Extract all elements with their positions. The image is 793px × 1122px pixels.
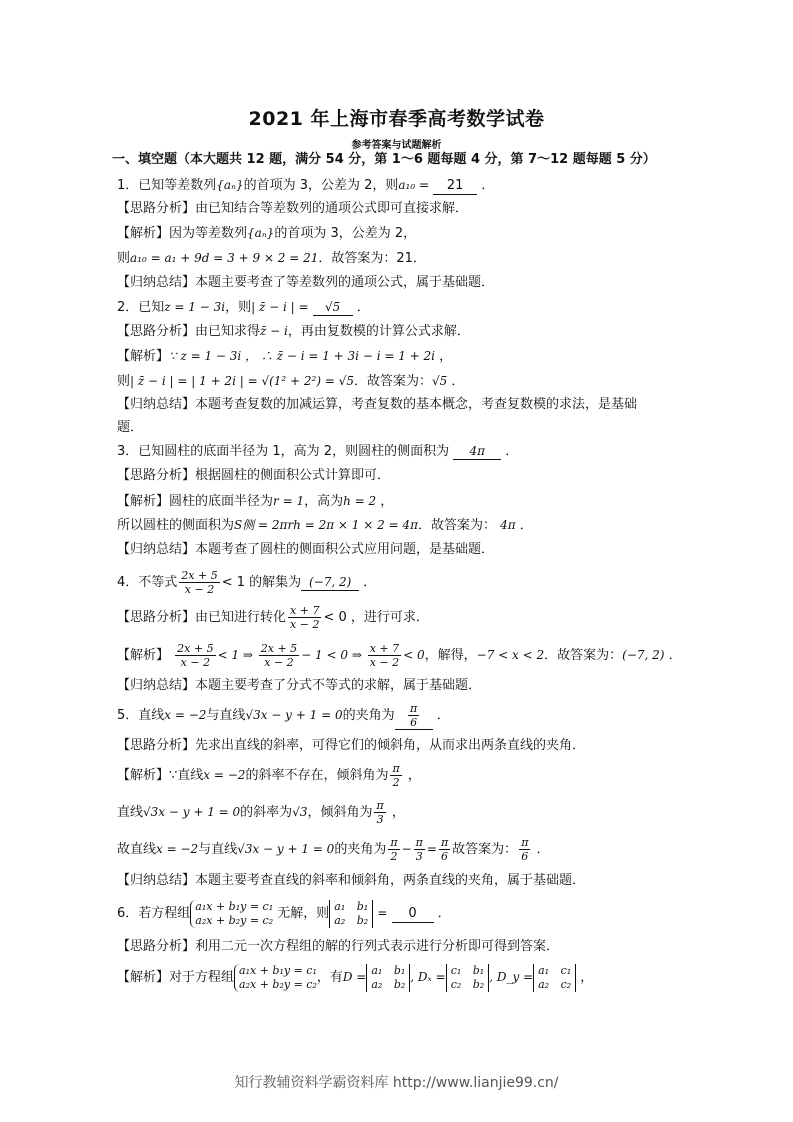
solution-label: 【解析】 — [117, 349, 170, 364]
q4-sol-tail-math: −7 < x < 2 — [476, 648, 545, 662]
q4-sol-tail-a: ，解得， — [424, 648, 477, 663]
section-heading: 一、填空题（本大题共 12 题，满分 54 分，第 1～6 题每题 4 分，第 7～12 题每题 5 分） — [112, 152, 656, 167]
q3-summary-text: 本题考查了圆柱的侧面积公式应用问题，是基础题． — [195, 542, 495, 557]
q1-stem-math2: a₁₀ = — [398, 178, 430, 192]
q3-summary — [117, 541, 677, 559]
q4-thought-num: x + 7 — [290, 604, 320, 617]
q3-thought — [117, 467, 677, 485]
q2-stem-b: ，则 — [225, 300, 252, 315]
q3-sol2-b: ．故答案为： — [417, 518, 496, 533]
q5-thought — [117, 737, 677, 755]
q2-solution-1: 【解析】∵ z = 1 − 3i ， ∴ z̄ − i = 1 + 3i − i = 1 + 2i ， — [117, 349, 453, 364]
q4-sol-frac2 — [259, 642, 299, 669]
q3-sol2-ans: 4π — [500, 518, 516, 532]
q6-stem-b: 无解，则 — [277, 906, 330, 921]
q2-thought-a: 由已知求得 — [195, 324, 261, 339]
q3-sol1-math: r = 1 — [273, 494, 305, 508]
q1-summary-text: 本题主要考查了等差数列的通项公式，属于基础题． — [195, 275, 495, 290]
q1-stem-math: {aₙ} — [216, 178, 244, 192]
q5-sol2-a: 直线 — [117, 805, 144, 820]
q6-eq1: a₁x + b₁y = c₁ — [195, 899, 274, 913]
q6-answer: 0 — [392, 906, 434, 923]
q2-stem-math: z = 1 − 3i — [164, 300, 226, 314]
q6-eq2: a₂x + b₂y = c₂ — [195, 913, 274, 927]
q2-answer: √5 — [313, 299, 353, 316]
q3-solution-1: 【解析】圆柱的底面半径为r = 1，高为h = 2 ， — [117, 494, 394, 509]
q1-sol2-math: a₁₀ = a₁ + 9d = 3 + 9 × 2 = 21 — [130, 251, 319, 265]
q5-sol2-frac: $\frac{\pi}{3}$ — [376, 799, 384, 826]
q5-thought-text: 先求出直线的斜率，可得它们的倾斜角，从而求出两条直线的夹角． — [195, 738, 586, 753]
q6-det-r1: a₁ b₁ — [334, 899, 369, 913]
q5-sol3-math2: √3x − y + 1 = 0 — [237, 842, 335, 856]
q2-summary-a: 本题考查复数的加减运算，考查复数的基本概念，考查复数模的求法，是基础 — [195, 397, 638, 412]
thought-label: 【思路分析】 — [117, 610, 196, 625]
q4-thought — [117, 603, 677, 633]
solution-label: 【解析】 — [117, 970, 170, 985]
q1-solution-2 — [117, 249, 677, 268]
q1-stem: 1．已知等差数列{aₙ}的首项为 3，公差为 2，则a₁₀ = 21 ． — [117, 178, 495, 193]
q4-sol-ans: (−7, 2) — [622, 648, 665, 662]
q4-thought-b: < 0 ，进行可求． — [323, 610, 429, 625]
q3-sol1-a: 圆柱的底面半径为 — [169, 494, 274, 509]
q6-d-r1: a₁ b₁ — [371, 963, 406, 977]
q3-sol1-math2: h = 2 — [343, 494, 377, 508]
q1-solution-1 — [117, 224, 677, 243]
q6-det-d — [366, 964, 410, 992]
q1-sol2-a: 则 — [117, 251, 131, 266]
q4-sol-num3: x + 7 — [369, 642, 400, 655]
q6-sol-eq1: a₁x + b₁y = c₁ — [239, 963, 317, 977]
q5-solution-2: 直线√3x − y + 1 = 0的斜率为√3，倾斜角为 $\frac{\pi}{3}$ ， — [117, 799, 405, 826]
q6-sol-eq2: a₂x + b₂y = c₂ — [239, 977, 317, 991]
thought-label: 【思路分析】 — [117, 324, 196, 339]
q1-stem-a: 1．已知等差数列 — [117, 178, 217, 193]
q5-answer-frac: $\frac{\pi}{6}$ — [409, 702, 418, 729]
q5-sol2-b: 的斜率为 — [240, 805, 293, 820]
q4-sol-den3: x − 2 — [369, 656, 400, 669]
q5-sol1-frac: $\frac{\pi}{2}$ — [392, 762, 400, 789]
q5-solution-1: 【解析】∵直线x = −2的斜率不存在，倾斜角为 $\frac{\pi}{2}$ ， — [117, 762, 421, 789]
q4-answer: (−7, 2) — [301, 574, 359, 591]
q6-dx-r2: c₂ b₂ — [450, 977, 485, 991]
q4-frac-den: x − 2 — [184, 583, 215, 596]
q1-sol1-a: 因为等差数列 — [169, 226, 248, 241]
q2-sol1-math: ∵ z = 1 − 3i ， ∴ z̄ − i = 1 + 3i − i = 1 + 2i — [169, 349, 436, 363]
q4-solution: 【解析】 $\frac{2x + 5}{x - 2}$ < 1 ⇒ $\frac{2x + 5}{x - 2}$ − 1 < 0 ⇒ $\frac{x + 7}{x - 2}$ < 0，解得，−7 < x < 2．故答案为：(−7, 2) ． — [117, 642, 682, 669]
q4-sol-num1: 2x + 5 — [177, 642, 214, 655]
thought-label: 【思路分析】 — [117, 201, 196, 216]
q1-thought-text: 由已知结合等差数列的通项公式即可直接求解． — [195, 201, 469, 216]
q5-sol2-math2: √3 — [292, 805, 308, 819]
q5-sol1-math: x = −2 — [203, 768, 246, 782]
q6-stem-a: 6．若方程组 — [117, 906, 191, 921]
q6-sol-a: 对于方程组 — [169, 970, 235, 985]
q4-thought-frac — [288, 604, 321, 631]
q1-sol1-b: 的首项为 3，公差为 2， — [274, 226, 417, 241]
q1-stem-b: 的首项为 3，公差为 2，则 — [243, 178, 399, 193]
q5-sol3-b: 与直线 — [198, 842, 238, 857]
solution-label: 【解析】 — [117, 494, 170, 509]
q3-solution-2: 所以圆柱的侧面积为S侧 = 2πrh = 2π × 1 × 2 = 4π．故答案为： 4π ． — [117, 518, 533, 533]
q6-thought-text: 利用二元一次方程组的解的行列式表示进行分析即可得到答案． — [195, 939, 560, 954]
q2-stem: 2．已知z = 1 − 3i，则| z̄ − i | = √5 ． — [117, 300, 370, 315]
q5-sol2-c: ，倾斜角为 — [307, 805, 373, 820]
q1-sol2-b: ．故答案为：21． — [318, 251, 426, 266]
q4-sol-tail-b: ．故答案为： — [544, 648, 623, 663]
q3-answer: 4π — [453, 443, 501, 460]
page-title: 2021 年上海市春季高考数学试卷 — [248, 108, 545, 130]
q6-sol-b: ，有 — [316, 970, 343, 985]
q5-stem-a: 5．直线 — [117, 708, 165, 723]
q2-thought-b: ，再由复数模的计算公式求解． — [287, 324, 470, 339]
q5-sol3-frac: $\frac{\pi}{6}$ — [521, 836, 529, 863]
q2-stem-math2: | z̄ − i | = — [251, 300, 309, 314]
q6-dx-r1: c₁ b₁ — [450, 963, 485, 977]
q5-stem-b: 与直线 — [206, 708, 246, 723]
q5-stem-c: 的夹角为 — [342, 708, 395, 723]
q4-summary-text: 本题主要考查了分式不等式的求解，属于基础题． — [195, 678, 482, 693]
q6-thought — [117, 938, 677, 956]
q6-sol-system — [234, 964, 317, 992]
q4-sol-den2: x − 2 — [264, 656, 294, 669]
q2-summary-1 — [117, 396, 677, 414]
q5-sol1-b: 的斜率不存在，倾斜角为 — [245, 768, 389, 783]
summary-label: 【归纳总结】 — [117, 275, 196, 290]
q2-thought-math: z̄ − i — [260, 324, 288, 338]
q5-summary-text: 本题主要考查直线的斜率和倾斜角，两条直线的夹角，属于基础题． — [195, 873, 586, 888]
q4-summary — [117, 677, 677, 695]
q1-sol1-math: {aₙ} — [247, 226, 275, 240]
thought-label: 【思路分析】 — [117, 468, 196, 483]
q2-solution-2: 则| z̄ − i | = | 1 + 2i | = √(1² + 2²) = √5．故答案为：√5 ． — [117, 374, 465, 389]
q6-dy-r1: a₁ c₁ — [538, 963, 572, 977]
summary-label: 【归纳总结】 — [117, 678, 196, 693]
q2-summary-2: 题． — [117, 420, 144, 435]
q3-sol2-math: S侧 = 2πrh = 2π × 1 × 2 = 4π — [234, 518, 418, 532]
q5-sol3-d: 故答案为： — [452, 842, 518, 857]
q4-thought-den: x − 2 — [290, 618, 320, 631]
summary-label: 【归纳总结】 — [117, 873, 196, 888]
q3-sol2-a: 所以圆柱的侧面积为 — [117, 518, 235, 533]
q5-stem-math: x = −2 — [164, 708, 207, 722]
q1-answer: 21 — [433, 178, 477, 195]
q6-system — [190, 900, 273, 928]
q5-sol1-a: ∵直线 — [169, 768, 204, 783]
q6-det-dy — [533, 964, 576, 992]
q6-d-r2: a₂ b₂ — [371, 977, 406, 991]
q6-det-dx — [446, 964, 490, 992]
q5-sol3-math: x = −2 — [156, 842, 199, 856]
q5-solution-3: 故直线x = −2与直线√3x − y + 1 = 0的夹角为 $\frac{\pi}{2}$ − $\frac{\pi}{3}$ = $\frac{\pi}{6}$ 故答案为： $\frac{\pi}{6}$ ． — [117, 836, 550, 863]
q6-dy-r2: a₂ c₂ — [538, 977, 572, 991]
q6-det-r2: a₂ b₂ — [334, 913, 369, 927]
solution-label: 【解析】 — [117, 226, 170, 241]
q2-sol2-b: ．故答案为： — [354, 374, 433, 389]
thought-label: 【思路分析】 — [117, 738, 196, 753]
q4-fraction — [179, 569, 219, 596]
q5-sol3-a: 故直线 — [117, 842, 157, 857]
q4-stem: 4．不等式 $\frac{2x + 5}{x - 2}$ < 1 的解集为 (−7, 2) ． — [117, 569, 377, 596]
q6-determinant — [329, 900, 373, 928]
q5-sol3-c: 的夹角为 — [334, 842, 387, 857]
solution-label: 【解析】 — [117, 648, 170, 663]
q5-stem-math2: √3x − y + 1 = 0 — [245, 708, 343, 722]
q4-sol-frac1 — [175, 642, 215, 669]
solution-label: 【解析】 — [117, 768, 170, 783]
q4-stem-a: 4．不等式 — [117, 575, 178, 590]
q5-stem: 5．直线x = −2与直线√3x − y + 1 = 0的夹角为 $\frac{\pi}{6}$ ． — [117, 702, 450, 729]
q2-sol2-math: | z̄ − i | = | 1 + 2i | = √(1² + 2²) = √5 — [130, 374, 354, 388]
q3-thought-text: 根据圆柱的侧面积公式计算即可． — [195, 468, 391, 483]
q6-stem: 6．若方程组 a₁x + b₁y = c₁ a₂x + b₂y = c₂ 无解，则 a₁ b₁ a₂ b₂ = 0 ． — [117, 899, 451, 927]
q4-sol-num2: 2x + 5 — [260, 642, 298, 655]
q3-stem: 3．已知圆柱的底面半径为 1，高为 2，则圆柱的侧面积为 4π ． — [117, 444, 519, 459]
q3-sol1-b: ，高为 — [304, 494, 344, 509]
q4-thought-a: 由已知进行转化 — [195, 610, 287, 625]
q4-stem-b: < 1 的解集为 — [221, 575, 302, 590]
q5-summary — [117, 872, 677, 890]
q5-sol2-math: √3x − y + 1 = 0 — [143, 805, 241, 819]
q1-summary — [117, 274, 677, 292]
page-subtitle: 参考答案与试题解析 — [351, 140, 442, 151]
q2-sol2-a: 则 — [117, 374, 131, 389]
q2-sol2-ans: √5 — [432, 374, 448, 388]
thought-label: 【思路分析】 — [117, 939, 196, 954]
summary-label: 【归纳总结】 — [117, 542, 196, 557]
summary-label: 【归纳总结】 — [117, 397, 196, 412]
q2-stem-a: 2．已知 — [117, 300, 165, 315]
q4-frac-num: 2x + 5 — [181, 569, 218, 582]
q4-sol-den1: x − 2 — [180, 656, 211, 669]
q2-thought — [117, 322, 677, 341]
footer-watermark: 知行教辅资料学霸资料库 http://www.lianjie99.cn/ — [234, 1075, 559, 1091]
q6-solution: 【解析】对于方程组 a₁x + b₁y = c₁ a₂x + b₂y = c₂ ，有D = a₁ b₁ a₂ b₂ , Dₓ = c₁ b₁ c₂ b₂ , D_y = a₁ c₁ a₂ c₂ ， — [117, 963, 594, 991]
q4-sol-frac3 — [368, 642, 401, 669]
q1-thought — [117, 200, 677, 218]
q3-stem-text: 3．已知圆柱的底面半径为 1，高为 2，则圆柱的侧面积为 — [117, 444, 450, 459]
